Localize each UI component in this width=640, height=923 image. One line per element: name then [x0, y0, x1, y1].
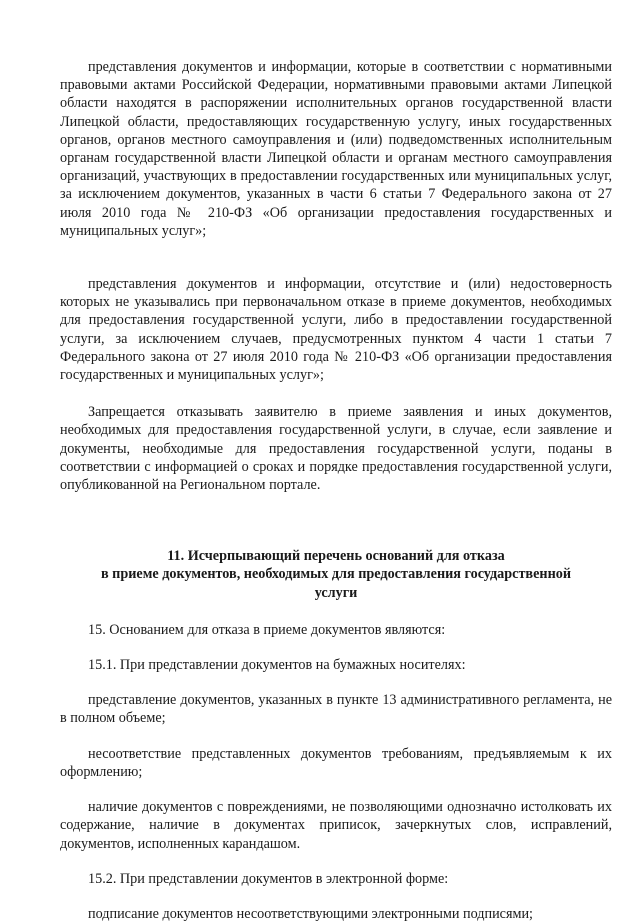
section-heading-line-2: в приеме документов, необходимых для предоставления государственной: [100, 566, 572, 583]
clause-15-2: 15.2. При представлении документов в электронной форме:: [88, 870, 449, 887]
paragraph-refusal-prohibition: Запрещается отказывать заявителю в приеме заявления и иных документов, необходимых для предоставления государственной услуги, в случае, если заявление и документы, необходимые для предоставления государственной услуги, поданы в соответствии с информацией о сроках и порядке предоставления государственной услуги, опубликованной на Региональном портале.: [60, 404, 612, 494]
document-page: [60, 58, 612, 923]
section-heading-line-3: услуги: [314, 584, 358, 601]
section-heading-11: [60, 547, 612, 602]
clause-15: 15. Основанием для отказа в приеме документов являются:: [88, 621, 446, 638]
clause-item-formatting-noncompliance: несоответствие представленных документов требованиям, предъявляемым к их оформлению;: [60, 745, 612, 780]
paragraph-documents-in-possession-of-authorities: представления документов и информации, которые в соответствии с нормативными правовыми актами Российской Федерации, нормативными правовыми актами Липецкой области находятся в распоряжении исполнительных органов государственной власти Липецкой области, предоставляющих государственную услугу, иных государственных органов, органов местного самоуправления и (или) подведомственных исполнительным органам государственной власти Липецкой области и органам местного самоуправления организаций, участвующих в предоставлении государственных или муниципальных услуг, за исключением документов, указанных в части 6 статьи 7 Федерального закона от 27 июля 2010 года № 210-ФЗ «Об организации предоставления государственных и муниципальных услуг»;: [60, 59, 612, 239]
clause-15-1: 15.1. При представлении документов на бумажных носителях:: [88, 657, 466, 674]
clause-item-damaged-documents: наличие документов с повреждениями, не позволяющими однозначно истолковать их содержание, наличие в документах приписок, зачеркнутых слов, исправлений, документов, исполненных карандашом.: [60, 799, 612, 852]
section-heading-line-1: 11. Исчерпывающий перечень оснований для отказа: [167, 548, 505, 565]
clause-item-invalid-electronic-signatures: подписание документов несоответствующими электронными подписями;: [88, 905, 533, 922]
clause-item-incomplete-documents: представление документов, указанных в пункте 13 административного регламента, не в полном объеме;: [60, 692, 612, 727]
paragraph-documents-not-indicated-at-initial-refusal: представления документов и информации, отсутствие и (или) недостоверность которых не указывались при первоначальном отказе в приеме документов, необходимых для предоставления государственной услуги, либо в предоставлении государственной услуги, за исключением случаев, предусмотренных пунктом 4 части 1 статьи 7 Федерального закона от 27 июля 2010 года № 210-ФЗ «Об организации предоставления государственных и муниципальных услуг»;: [60, 276, 612, 384]
